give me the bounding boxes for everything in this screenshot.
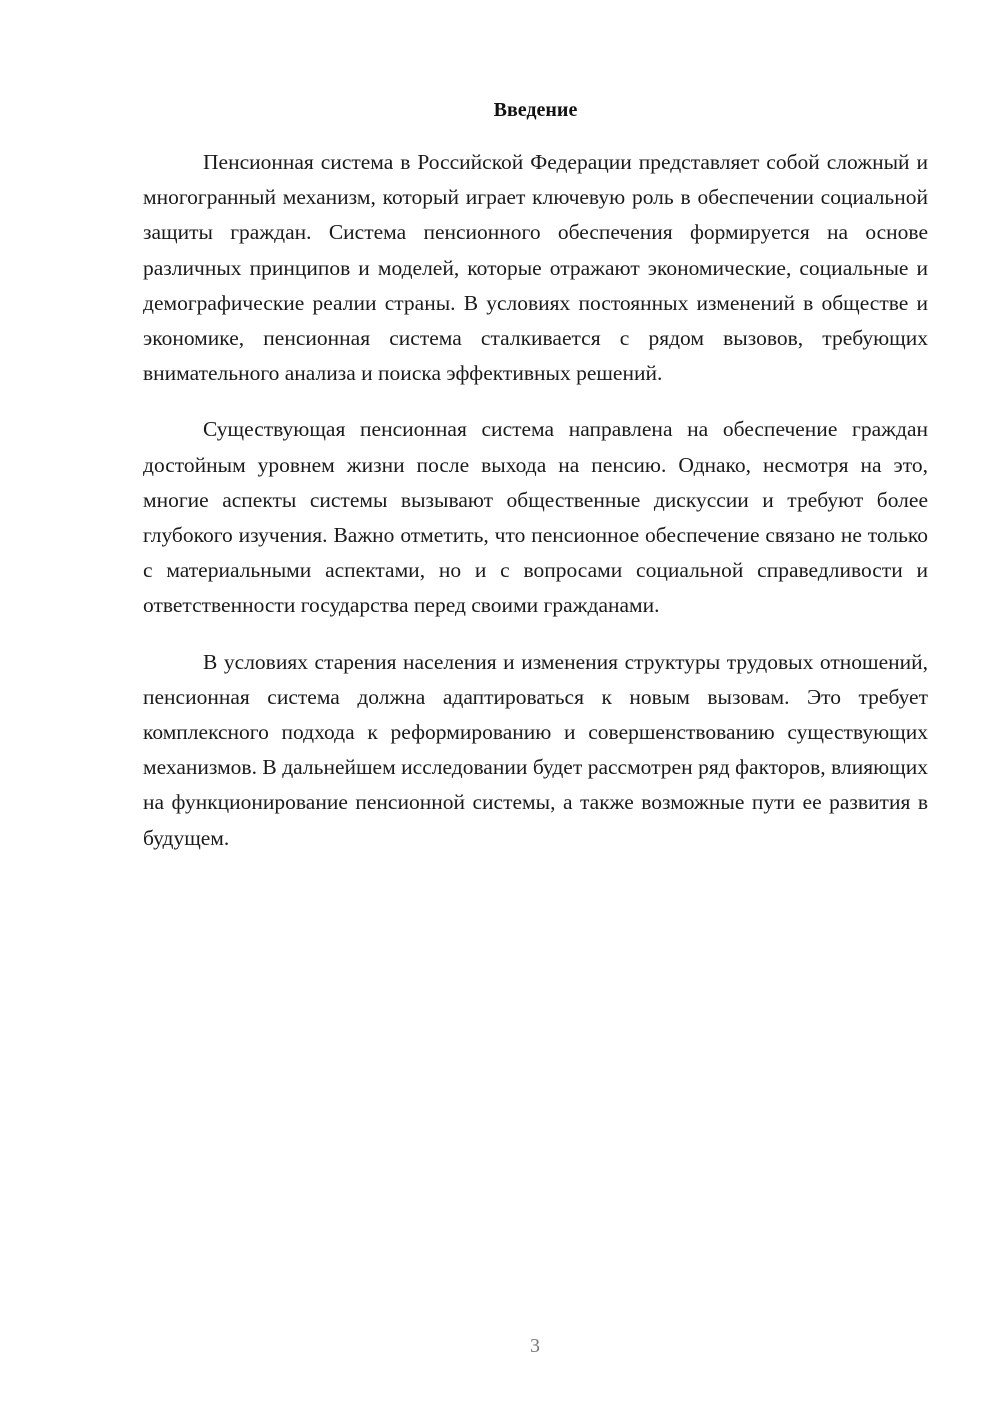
section-title: Введение [493,99,578,121]
page-number: 3 [530,1335,540,1357]
document-body [143,96,928,877]
paragraph-2: Существующая пенсионная система направлена на обеспечение граждан достойным уровнем жизни после выхода на пенсию. Однако, несмотря на это, многие аспекты системы вызывают общественные дискуссии и требуют более глубокого изучения. Важно отметить, что пенсионное обеспечение связано не только с материальными аспектами, но и с вопросами социальной справедливости и ответственности государства перед своими гражданами. [143,417,928,618]
paragraph-3: В условиях старения населения и изменения структуры трудовых отношений, пенсионная система должна адаптироваться к новым вызовам. Это требует комплексного подхода к реформированию и совершенствованию существующих механизмов. В дальнейшем исследовании будет рассмотрен ряд факторов, влияющих на функционирование пенсионной системы, а также возможные пути ее развития в будущем. [143,649,928,850]
paragraph-1: Пенсионная система в Российской Федерации представляет собой сложный и многогранный механизм, который играет ключевую роль в обеспечении социальной защиты граждан. Система пенсионного обеспечения формируется на основе различных принципов и моделей, которые отражают экономические, социальные и демографические реалии страны. В условиях постоянных изменений в обществе и экономике, пенсионная система сталкивается с рядом вызовов, требующих внимательного анализа и поиска эффективных решений. [143,150,928,386]
